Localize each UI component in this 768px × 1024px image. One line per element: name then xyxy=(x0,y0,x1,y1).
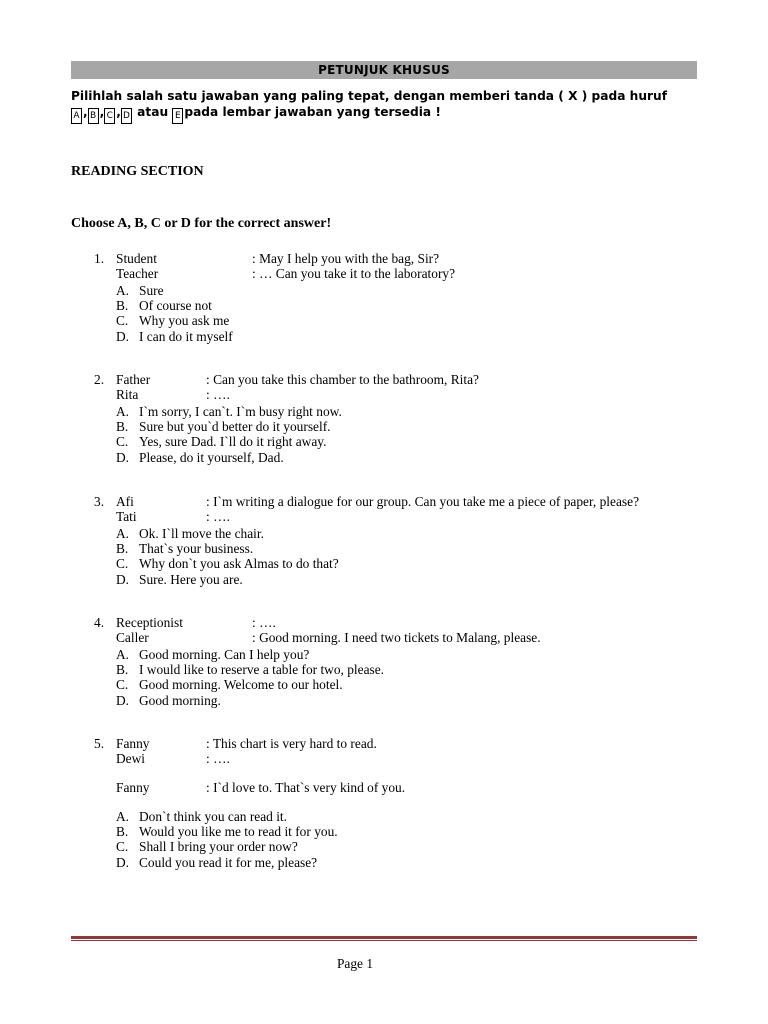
page-number: Page 1 xyxy=(336,956,374,971)
option-letter: B. xyxy=(116,298,129,314)
option-text: Would you like me to read it for you. xyxy=(139,824,338,840)
question-1 xyxy=(94,251,714,344)
option-letter: C. xyxy=(116,313,129,329)
option-text: That`s your business. xyxy=(139,541,254,557)
question-number: 2. xyxy=(94,372,105,387)
option-letter: B. xyxy=(116,541,129,557)
footer-rule-thick xyxy=(71,936,697,939)
option-letter: C. xyxy=(116,677,129,693)
dialogue-line xyxy=(94,266,714,281)
option-b xyxy=(94,824,714,839)
option-d xyxy=(94,329,714,344)
option-text: Sure. Here you are. xyxy=(139,571,243,587)
option-text: Good morning. Can I help you? xyxy=(139,647,310,662)
speech: : Can you take this chamber to the bathroom, Rita? xyxy=(206,372,479,387)
section-header-bar xyxy=(71,61,697,79)
option-text: Sure but you`d better do it yourself. xyxy=(139,419,331,435)
dialogue-line xyxy=(94,494,714,509)
dialogue-line xyxy=(94,736,714,751)
speech: : May I help you with the bag, Sir? xyxy=(252,251,440,266)
speaker: Student xyxy=(116,251,157,266)
speech: : I`m writing a dialogue for our group. Can you take me a piece of paper, please? xyxy=(206,494,640,509)
instruction-line-1: Pilihlah salah satu jawaban yang paling tepat, dengan memberi tanda ( X ) pada huruf xyxy=(71,89,668,103)
option-text: Could you read it for me, please? xyxy=(139,854,318,870)
option-c xyxy=(94,839,714,854)
question-5 xyxy=(94,736,714,870)
separator: , xyxy=(83,105,88,119)
option-letter: A. xyxy=(116,809,130,824)
option-letter: D. xyxy=(116,449,130,465)
option-d xyxy=(94,572,714,587)
dialogue-line xyxy=(94,387,714,402)
answer-box-b: B xyxy=(88,108,99,124)
speech: : I`d love to. That`s very kind of you. xyxy=(206,780,406,795)
speaker: Father xyxy=(116,372,151,387)
speech: : Good morning. I need two tickets to Malang, please. xyxy=(252,630,541,645)
option-b xyxy=(94,298,714,313)
option-letter: C. xyxy=(116,434,129,450)
dialogue-line xyxy=(94,615,714,630)
dialogue-line xyxy=(94,751,714,766)
options-list xyxy=(94,647,714,708)
speaker: Dewi xyxy=(116,751,146,766)
option-letter: D. xyxy=(116,328,130,344)
directions: Choose A, B, C or D for the correct answer! xyxy=(71,216,332,231)
option-text: Sure xyxy=(139,283,164,298)
option-letter: A. xyxy=(116,526,130,541)
option-b xyxy=(94,662,714,677)
dialogue-line xyxy=(94,630,714,645)
option-letter: C. xyxy=(116,556,129,572)
question-2 xyxy=(94,372,714,465)
speaker: Receptionist xyxy=(116,615,183,630)
option-d xyxy=(94,693,714,708)
spacer xyxy=(94,795,714,807)
option-a xyxy=(94,526,714,541)
speaker: Caller xyxy=(116,630,149,645)
instruction-atau: atau xyxy=(132,105,173,119)
instruction-block xyxy=(71,88,711,124)
section-title: READING SECTION xyxy=(71,164,204,179)
speaker: Fanny xyxy=(116,780,150,795)
option-letter: D. xyxy=(116,692,130,708)
option-a xyxy=(94,809,714,824)
option-b xyxy=(94,419,714,434)
option-text: I would like to reserve a table for two, please. xyxy=(139,662,385,678)
options-list xyxy=(94,526,714,587)
option-letter: C. xyxy=(116,839,129,855)
option-a xyxy=(94,283,714,298)
option-letter: B. xyxy=(116,662,129,678)
answer-box-c: C xyxy=(104,108,115,124)
instruction-line-2-end: pada lembar jawaban yang tersedia ! xyxy=(184,105,441,119)
option-c xyxy=(94,434,714,449)
option-text: Why don`t you ask Almas to do that? xyxy=(139,556,339,572)
dialogue-line xyxy=(94,780,714,795)
header-title: PETUNJUK KHUSUS xyxy=(318,63,450,77)
option-text: I`m sorry, I can`t. I`m busy right now. xyxy=(139,404,342,419)
option-b xyxy=(94,541,714,556)
option-letter: A. xyxy=(116,404,130,419)
answer-box-a: A xyxy=(71,108,82,124)
option-text: Ok. I`ll move the chair. xyxy=(139,526,264,541)
question-4 xyxy=(94,615,714,708)
separator: , xyxy=(116,105,121,119)
question-number: 1. xyxy=(94,251,105,266)
option-a xyxy=(94,647,714,662)
option-text: Good morning. xyxy=(139,692,221,708)
footer-rule-thin xyxy=(71,940,697,941)
option-letter: A. xyxy=(116,647,130,662)
dialogue-line xyxy=(94,251,714,266)
option-letter: B. xyxy=(116,419,129,435)
speech: : …. xyxy=(206,751,230,766)
option-text: Please, do it yourself, Dad. xyxy=(139,449,284,465)
speech: : This chart is very hard to read. xyxy=(206,736,377,751)
question-number: 3. xyxy=(94,494,105,509)
option-text: I can do it myself xyxy=(139,328,233,344)
dialogue-line xyxy=(94,509,714,524)
option-c xyxy=(94,677,714,692)
options-list xyxy=(94,404,714,465)
option-text: Good morning. Welcome to our hotel. xyxy=(139,677,343,693)
option-text: Yes, sure Dad. I`ll do it right away. xyxy=(139,434,327,450)
question-number: 4. xyxy=(94,615,105,630)
speaker: Tati xyxy=(116,509,137,524)
option-d xyxy=(94,855,714,870)
options-list xyxy=(94,809,714,870)
speaker: Teacher xyxy=(116,266,159,281)
options-list xyxy=(94,283,714,344)
speaker: Afi xyxy=(116,494,134,509)
speech: : …. xyxy=(206,509,230,524)
speech: : …. xyxy=(206,387,230,402)
option-letter: D. xyxy=(116,854,130,870)
option-c xyxy=(94,556,714,571)
question-3 xyxy=(94,494,714,587)
spacer xyxy=(94,766,714,780)
option-text: Why you ask me xyxy=(139,313,230,329)
option-text: Of course not xyxy=(139,298,212,314)
instruction-line-2 xyxy=(71,104,711,124)
option-letter: A. xyxy=(116,283,130,298)
speech: : …. xyxy=(252,615,276,630)
answer-box-d: D xyxy=(121,108,132,124)
option-letter: D. xyxy=(116,571,130,587)
separator: , xyxy=(99,105,105,119)
option-d xyxy=(94,450,714,465)
answer-box-e: E xyxy=(172,108,183,124)
question-number: 5. xyxy=(94,736,105,751)
option-letter: B. xyxy=(116,824,129,840)
dialogue-line xyxy=(94,372,714,387)
option-c xyxy=(94,313,714,328)
speaker: Rita xyxy=(116,387,139,402)
speaker: Fanny xyxy=(116,736,150,751)
option-text: Don`t think you can read it. xyxy=(139,809,288,824)
option-text: Shall I bring your order now? xyxy=(139,839,298,855)
option-a xyxy=(94,404,714,419)
speech: : … Can you take it to the laboratory? xyxy=(252,266,456,281)
